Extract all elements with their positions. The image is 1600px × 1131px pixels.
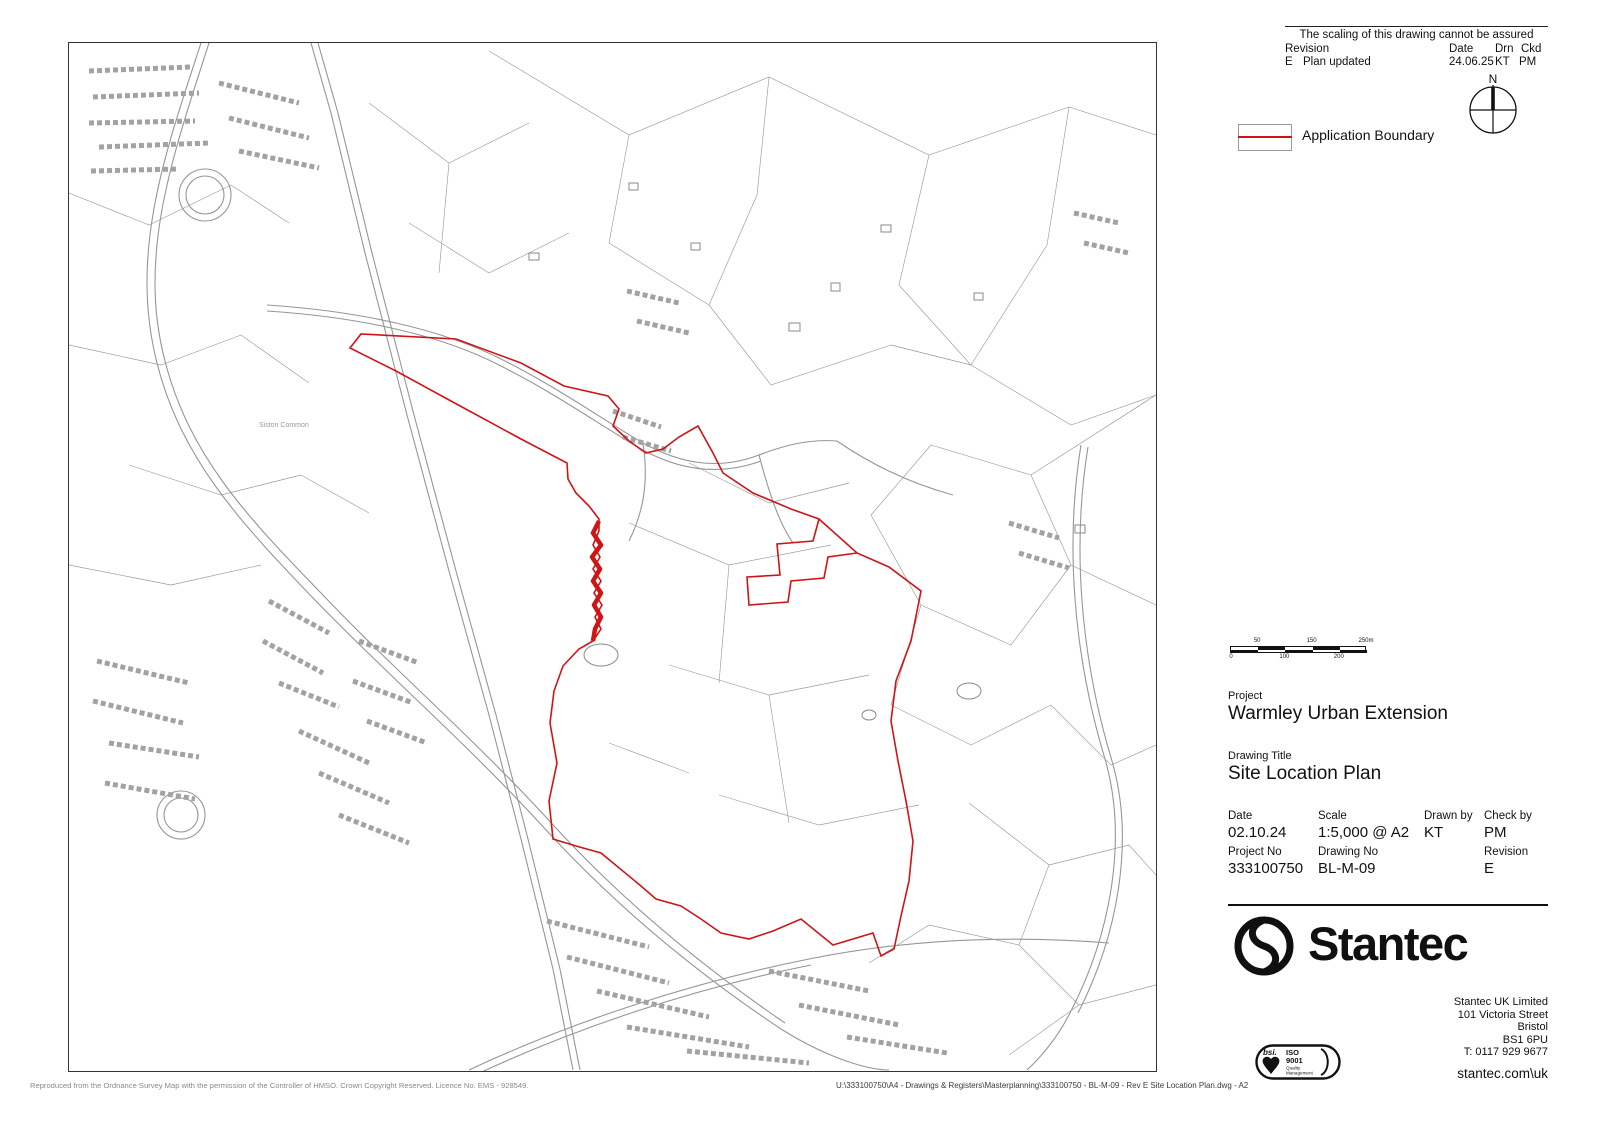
address-line: T: 0117 929 9677 (1463, 1046, 1548, 1059)
application-boundary-stream-segment (592, 521, 601, 641)
address-line: Stantec UK Limited (1453, 996, 1548, 1008)
revision-row-drn: KT (1495, 56, 1510, 68)
revision-table-header: Revision (1285, 43, 1330, 55)
address-line: Bristol (1517, 1021, 1548, 1034)
check-by-label: Check by (1484, 810, 1532, 822)
scale-tick-250: 250m (1358, 638, 1374, 644)
branding-rule (1228, 904, 1548, 906)
drawing-title-label: Drawing Title (1228, 750, 1292, 762)
map-field-boundaries (69, 51, 1156, 1055)
scale-tick-100: 100 (1279, 654, 1290, 660)
date-label: Date (1228, 810, 1253, 822)
map-roads (147, 43, 1122, 1071)
iso-management-line: Management (1286, 1070, 1313, 1076)
company-address (1378, 996, 1548, 1059)
scale-tick-200: 200 (1333, 654, 1344, 660)
revision-row-rev: E (1285, 56, 1293, 68)
project-label: Project (1228, 690, 1263, 702)
company-website: stantec.com\uk (1457, 1066, 1548, 1081)
iso-label: ISO (1286, 1048, 1299, 1057)
map-building-rows (89, 67, 1129, 1063)
application-boundary-outline (350, 334, 921, 956)
legend-boundary-label: Application Boundary (1302, 127, 1435, 143)
address-line: 101 Victoria Street (1457, 1008, 1548, 1021)
revision-col-ckd: Ckd (1521, 43, 1542, 55)
drawn-by-label: Drawn by (1424, 810, 1473, 822)
scale-label: Scale (1318, 810, 1347, 822)
north-arrow (1466, 72, 1520, 136)
legend-boundary-swatch (1238, 124, 1292, 151)
revision-col-drn: Drn (1495, 43, 1514, 55)
revision-row-date: 24.06.25 (1449, 56, 1494, 68)
scaling-note: The scaling of this drawing cannot be assured (1299, 29, 1534, 41)
project-no-label: Project No (1228, 846, 1282, 858)
drawing-no-label: Drawing No (1318, 846, 1379, 858)
map-farm-buildings (529, 183, 1085, 720)
scale-tick-0: 0 (1229, 654, 1233, 660)
project-name: Warmley Urban Extension (1228, 703, 1448, 724)
date-value: 02.10.24 (1228, 824, 1287, 841)
scale-bar (1229, 638, 1374, 660)
map-label-siston-common: Siston Common (259, 422, 309, 429)
header-rule (1285, 26, 1548, 27)
scale-bar-strip (1230, 646, 1366, 653)
scale-value: 1:5,000 @ A2 (1318, 824, 1410, 841)
bsi-kitemark-icon (1263, 1057, 1280, 1074)
site-map-panel (68, 42, 1157, 1072)
drawn-by-value: KT (1424, 824, 1444, 841)
application-boundary-notch (747, 519, 857, 605)
revision-value: E (1484, 860, 1495, 877)
address-line: BS1 6PU (1502, 1033, 1548, 1046)
revision-label: Revision (1484, 846, 1529, 858)
revision-row-description: Plan updated (1303, 56, 1371, 68)
bsi-label: bsi. (1263, 1048, 1277, 1057)
stantec-wordmark: Stantec (1308, 917, 1468, 970)
iso-standard: 9001 (1286, 1056, 1303, 1065)
stantec-logo-icon (1232, 914, 1296, 978)
drawing-no-value: BL-M-09 (1318, 860, 1376, 877)
legend-red-line (1238, 136, 1292, 138)
revision-row-ckd: PM (1519, 56, 1537, 68)
drawing-file-path: U:\333100750\A4 - Drawings & Registers\Masterplanning\333100750 - BL-M-09 - Rev E Site Location Plan.dwg - A2 (836, 1081, 1249, 1090)
scale-tick-150: 150 (1306, 638, 1317, 644)
revision-col-date: Date (1449, 43, 1474, 55)
scale-tick-50: 50 (1253, 638, 1261, 644)
project-no-value: 333100750 (1228, 860, 1304, 877)
iso-9001-badge-icon (1255, 1044, 1341, 1080)
os-copyright-note: Reproduced from the Ordnance Survey Map with the permission of the Controller of HMSO. Crown Copyright Reserved. Licence No. EMS - 928549. (30, 1081, 529, 1090)
ordnance-survey-map (69, 43, 1156, 1071)
drawing-title: Site Location Plan (1228, 763, 1382, 784)
check-by-value: PM (1484, 824, 1507, 841)
north-arrow-label: N (1488, 72, 1498, 86)
application-boundary (350, 334, 921, 956)
iso-quality-line: Quality (1286, 1065, 1301, 1071)
